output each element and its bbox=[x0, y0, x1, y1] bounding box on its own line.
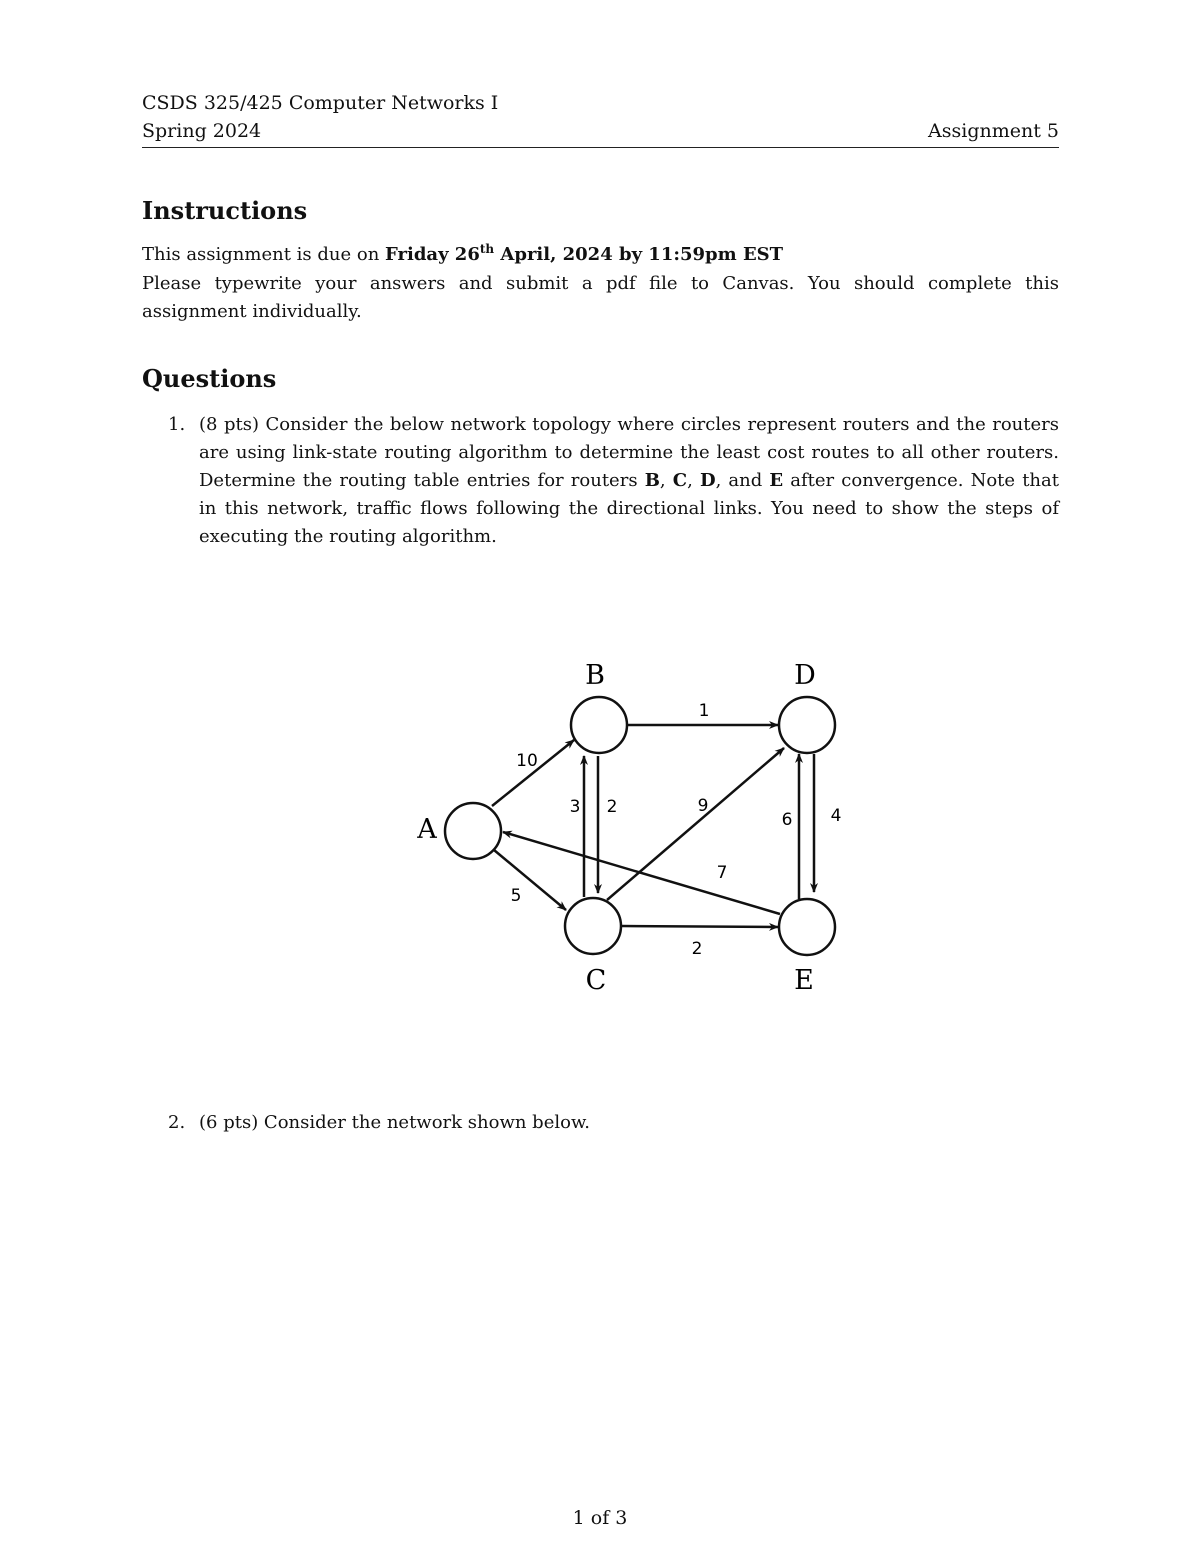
course-title: CSDS 325/425 Computer Networks I bbox=[142, 92, 499, 114]
network-topology-diagram bbox=[400, 650, 860, 1010]
due-prefix: This assignment is due on bbox=[142, 244, 386, 265]
edge-c-d bbox=[607, 748, 784, 900]
header-rule bbox=[142, 147, 1059, 148]
node-label-b: B bbox=[585, 660, 605, 691]
q1-router-d: D bbox=[699, 470, 716, 491]
node-label-c: C bbox=[585, 965, 607, 996]
due-date-line bbox=[142, 241, 1059, 269]
q1-router-e: E bbox=[769, 470, 784, 491]
router-node-a bbox=[445, 803, 501, 859]
node-label-a: A bbox=[417, 814, 437, 845]
edge-cost-e-d: 6 bbox=[781, 810, 793, 830]
edge-cost-c-d: 9 bbox=[697, 796, 709, 816]
q1-sep-1: , bbox=[659, 470, 673, 491]
page-number: 1 of 3 bbox=[572, 1507, 628, 1529]
due-rest: April, 2024 by 11:59pm EST bbox=[494, 244, 784, 265]
question-1-text bbox=[199, 411, 1059, 551]
questions-heading: Questions bbox=[142, 364, 277, 393]
instructions-heading: Instructions bbox=[142, 196, 308, 225]
q1-sep-2: , bbox=[687, 470, 700, 491]
router-node-b bbox=[571, 697, 627, 753]
term-label: Spring 2024 bbox=[142, 120, 262, 142]
edge-cost-a-b: 10 bbox=[516, 751, 538, 771]
question-2-text: (6 pts) Consider the network shown below. bbox=[199, 1112, 590, 1133]
router-node-d bbox=[779, 697, 835, 753]
assignment-label: Assignment 5 bbox=[928, 120, 1059, 142]
router-node-e bbox=[779, 899, 835, 955]
edge-cost-c-e: 2 bbox=[691, 939, 703, 959]
due-day-suffix: th bbox=[479, 242, 495, 256]
edge-cost-b-d: 1 bbox=[698, 701, 710, 721]
question-1-number: 1. bbox=[168, 414, 186, 435]
q1-router-c: C bbox=[672, 470, 688, 491]
node-label-e: E bbox=[794, 965, 814, 996]
due-day: Friday 26 bbox=[385, 244, 480, 265]
question-2-number: 2. bbox=[168, 1112, 186, 1133]
q1-text-before: (8 pts) Consider the below network topology where circles represent routers and the routers are using link-state routing algorithm to determine the least cost routes to all other routers. Determine the routing table entries for routers bbox=[199, 414, 1059, 491]
edge-cost-d-e: 4 bbox=[830, 806, 842, 826]
q1-text-after: after convergence. Note that in this network, traffic flows following the directional links. You need to show the steps of executing the routing algorithm. bbox=[199, 470, 1059, 547]
edge-cost-c-b: 3 bbox=[569, 797, 581, 817]
q1-router-b: B bbox=[644, 470, 660, 491]
submit-instructions: Please typewrite your answers and submit a pdf file to Canvas. You should complete this assignment individually. bbox=[142, 273, 1059, 322]
edge-e-a bbox=[503, 832, 780, 914]
edge-cost-b-c: 2 bbox=[606, 797, 618, 817]
node-label-d: D bbox=[794, 660, 816, 691]
edge-c-e bbox=[622, 926, 778, 927]
edge-a-c bbox=[494, 850, 566, 910]
router-node-c bbox=[565, 898, 621, 954]
edge-cost-a-c: 5 bbox=[510, 886, 522, 906]
q1-sep-3: , and bbox=[715, 470, 770, 491]
edge-cost-e-a: 7 bbox=[716, 863, 728, 883]
edge-a-b bbox=[492, 740, 574, 806]
